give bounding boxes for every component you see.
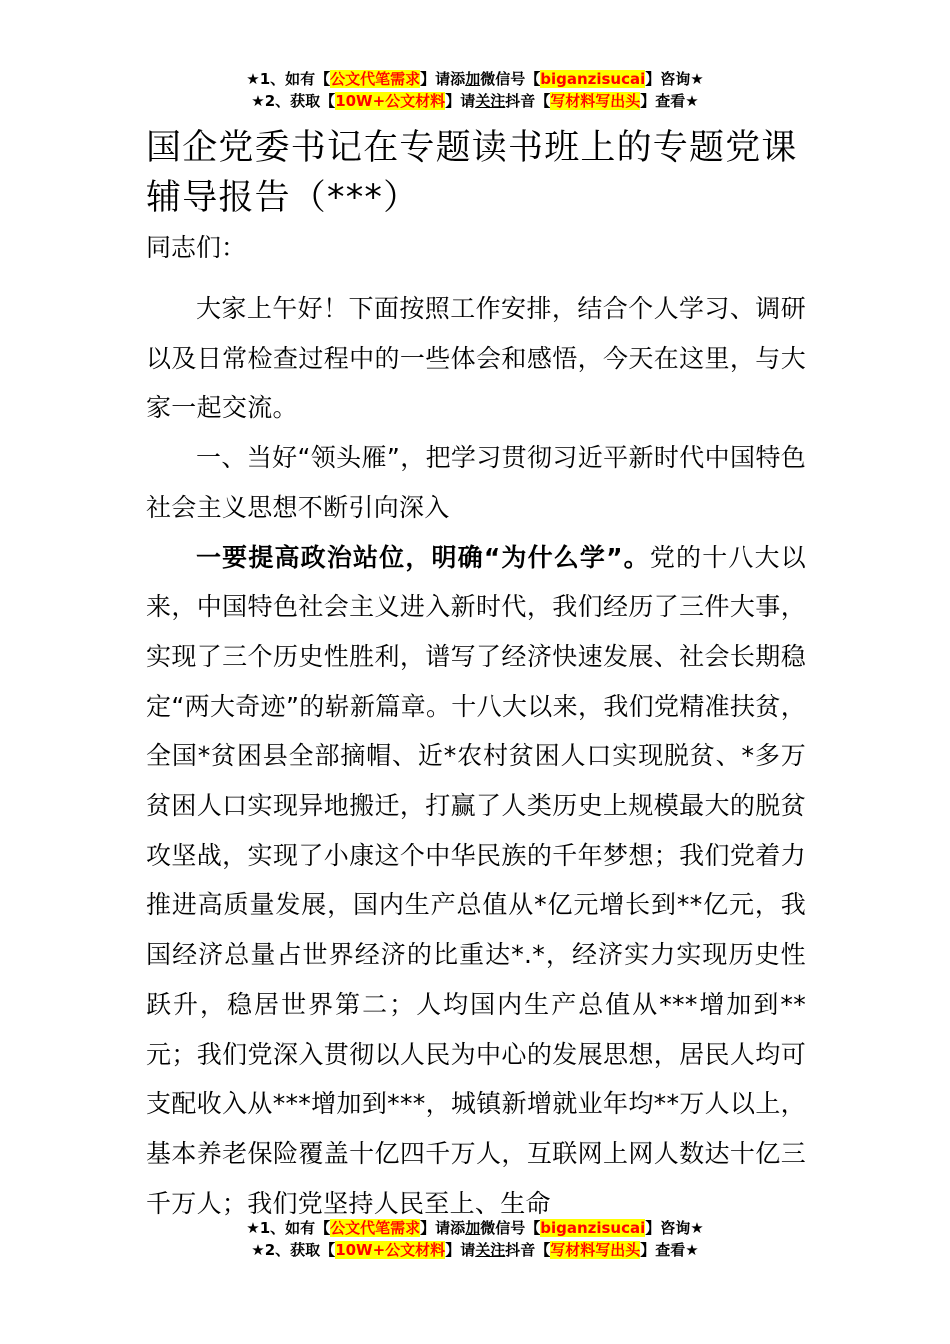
banner-text: 微信号【 — [480, 1219, 541, 1237]
banner-text: 】查看★ — [640, 92, 699, 110]
banner-text: 】查看★ — [640, 1241, 699, 1259]
banner-highlight: biganzisucai — [540, 1219, 646, 1237]
top-banner — [0, 68, 950, 112]
banner-highlight: 写材料写出头 — [550, 1241, 641, 1259]
banner-highlight: 10W+公文材料 — [335, 1241, 446, 1259]
banner-text: 】咨询★ — [645, 70, 704, 88]
banner-text: 抖音【 — [505, 92, 551, 110]
banner-text: 】咨询★ — [645, 1219, 704, 1237]
banner-underlined: 加 — [465, 1219, 481, 1237]
banner-text: 】请 — [445, 1241, 476, 1259]
banner-highlight: 公文代笔需求 — [330, 70, 421, 88]
body-paragraph — [146, 533, 806, 1229]
point-text: 党的十八大以来，中国特色社会主义进入新时代，我们经历了三件大事，实现了三个历史性胜利，谱写了经济快速发展、社会长期稳定“两大奇迹”的崭新篇章。十八大以来，我们党精准扶贫，全国*贫困县全部摘帽、近*农村贫困人口实现脱贫、*多万贫困人口实现异地搬迁，打赢了人类历史上规模最大的脱贫攻坚战，实现了小康这个中华民族的千年梦想；我们党着力推进高质量发展，国内生产总值从*亿元增长到**亿元，我国经济总量占世界经济的比重达*.*，经济实力实现历史性跃升，稳居世界第二；人均国内生产总值从***增加到**元；我们党深入贯彻以人民为中心的发展思想，居民人均可支配收入从***增加到***，城镇新增就业年均**万人以上，基本养老保险覆盖十亿四千万人，互联网上网人数达十亿三千万人；我们党坚持人民至上、生命 — [146, 542, 806, 1218]
banner-underlined: 关注 — [475, 1241, 506, 1259]
banner-text: ★1、如有【 — [246, 70, 331, 88]
banner-text: 微信号【 — [480, 70, 541, 88]
banner-line-2 — [0, 90, 950, 112]
salutation: 同志们： — [146, 233, 247, 262]
document-body — [146, 123, 806, 1228]
banner-text: ★1、如有【 — [246, 1219, 331, 1237]
banner-line-1 — [0, 1217, 950, 1239]
banner-text: 抖音【 — [505, 1241, 551, 1259]
point-heading: 一要提高政治站位，明确“为什么学”。 — [196, 542, 650, 572]
banner-underlined: 加 — [465, 70, 481, 88]
intro-paragraph: 大家上午好！下面按照工作安排，结合个人学习、调研以及日常检查过程中的一些体会和感悟，今天在这里，与大家一起交流。 — [146, 294, 806, 423]
banner-highlight: 写材料写出头 — [550, 92, 641, 110]
document-title: 国企党委书记在专题读书班上的专题党课辅导报告（***） — [146, 128, 798, 218]
banner-highlight: biganzisucai — [540, 70, 646, 88]
banner-text: 】请添 — [420, 70, 466, 88]
bottom-banner — [0, 1217, 950, 1261]
banner-underlined: 关注 — [475, 92, 506, 110]
banner-highlight: 公文代笔需求 — [330, 1219, 421, 1237]
banner-text: ★2、获取【 — [251, 92, 336, 110]
banner-text: 】请 — [445, 92, 476, 110]
banner-highlight: 10W+公文材料 — [335, 92, 446, 110]
banner-text: ★2、获取【 — [251, 1241, 336, 1259]
banner-text: 】请添 — [420, 1219, 466, 1237]
section-heading: 一、当好“领头雁”，把学习贯彻习近平新时代中国特色社会主义思想不断引向深入 — [146, 443, 806, 522]
banner-line-1 — [0, 68, 950, 90]
banner-line-2 — [0, 1239, 950, 1261]
